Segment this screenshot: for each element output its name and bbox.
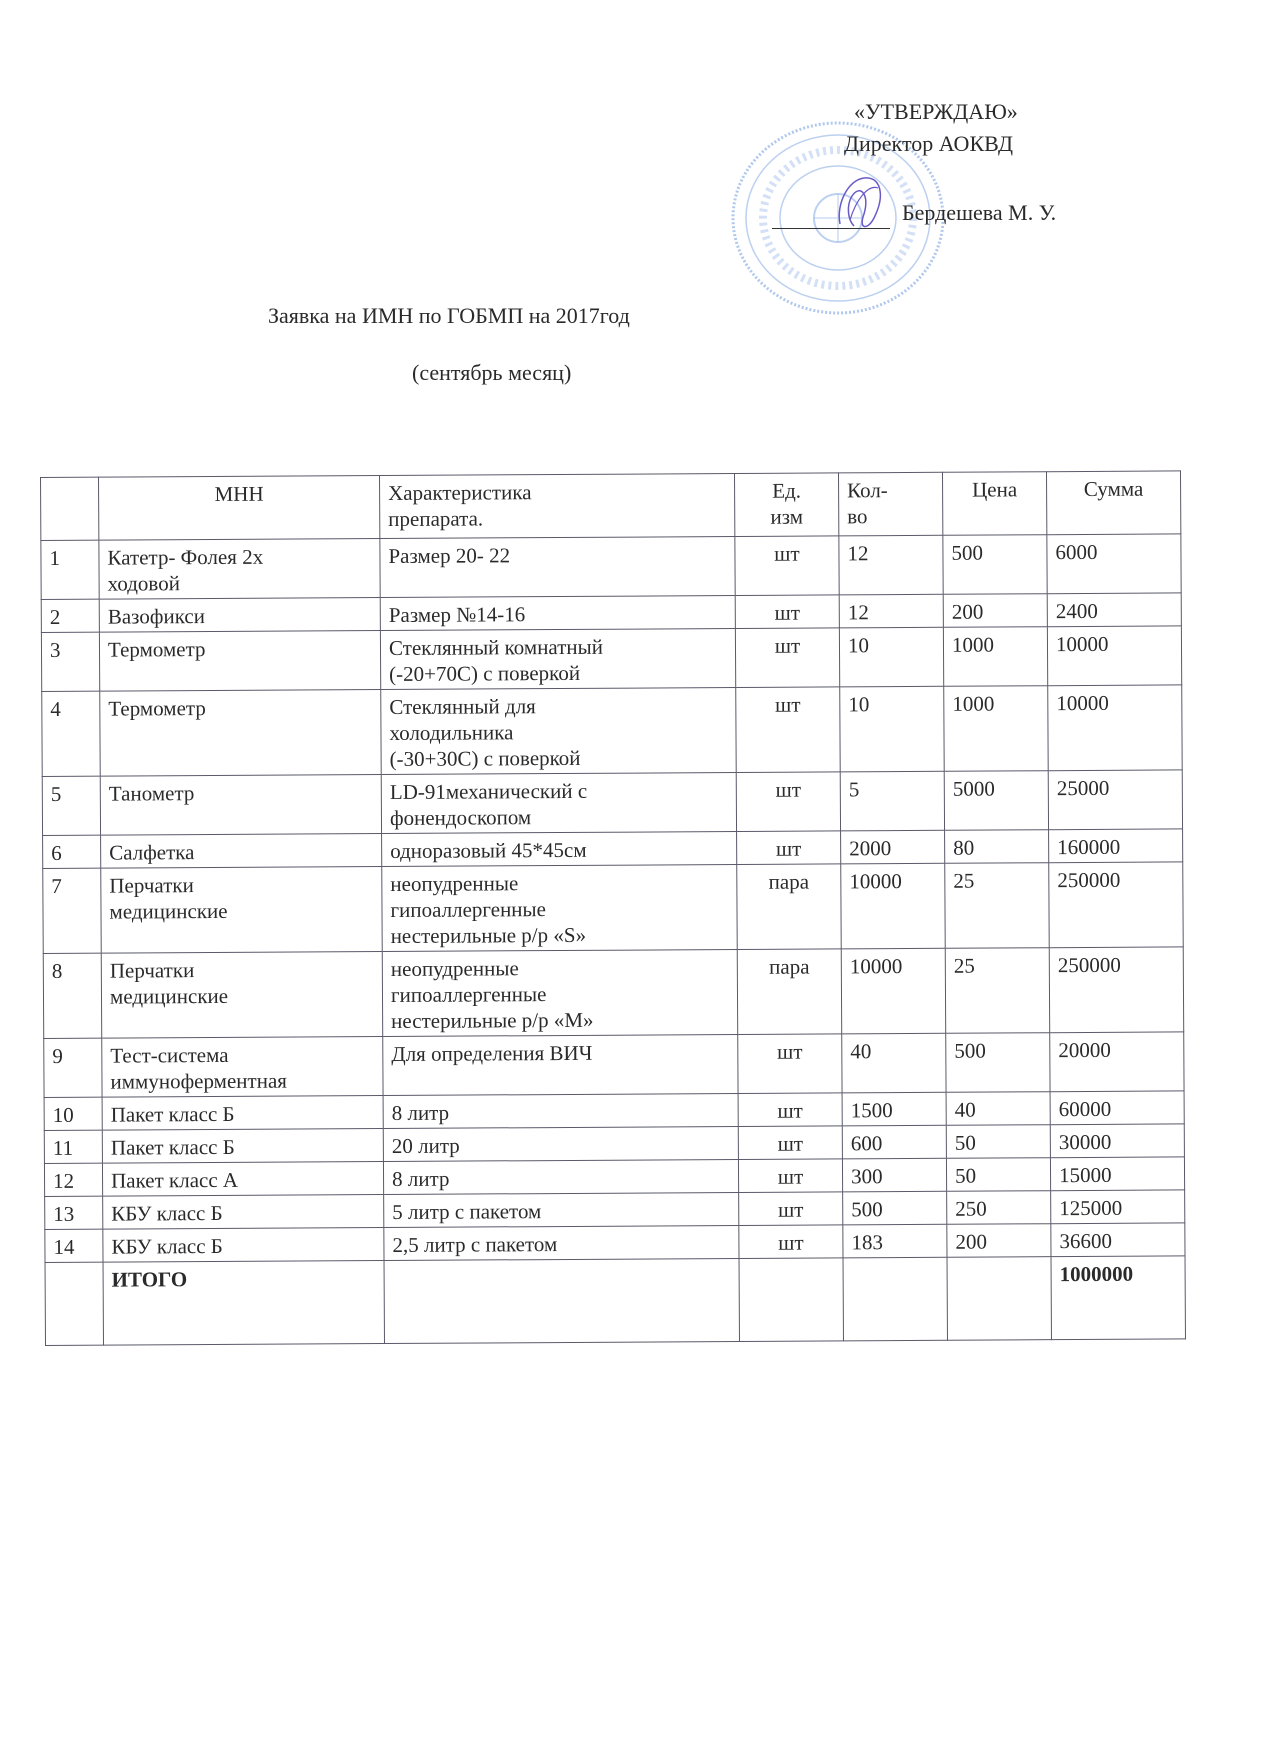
item-characteristic-line: 8 литр — [391, 1166, 450, 1191]
item-name-line: Пакет класс А — [110, 1167, 239, 1193]
header-qty-line: Кол- — [847, 478, 888, 503]
header-unit-line: Ед. — [772, 478, 802, 503]
request-table — [40, 470, 1186, 1346]
item-sum: 10000 — [1048, 685, 1182, 771]
item-name-line: Тест-система — [110, 1042, 229, 1068]
approval-position: Директор АОКВД — [844, 131, 1013, 156]
row-num: 5 — [42, 776, 100, 835]
item-sum: 25000 — [1048, 770, 1182, 830]
item-name — [101, 834, 382, 869]
item-qty: 5 — [840, 771, 944, 831]
item-characteristic — [382, 949, 737, 1036]
item-name-line: ходовой — [107, 571, 180, 596]
item-unit: шт — [735, 628, 839, 688]
item-characteristic — [381, 772, 736, 833]
item-characteristic-line: неопудренные — [390, 956, 519, 981]
item-name — [99, 631, 380, 692]
item-unit: шт — [736, 772, 840, 832]
row-num: 7 — [43, 868, 101, 953]
item-unit: пара — [737, 949, 841, 1035]
item-characteristic-line: 20 литр — [391, 1133, 460, 1158]
item-characteristic — [383, 1159, 738, 1194]
item-unit: шт — [739, 1225, 843, 1259]
item-price: 80 — [945, 830, 1049, 864]
item-characteristic-line: нестерильные р/р «S» — [390, 922, 587, 948]
item-unit: шт — [738, 1126, 842, 1160]
item-characteristic — [380, 628, 735, 689]
item-characteristic-line: (-20+70С) с поверкой — [389, 660, 581, 686]
item-characteristic-line: нестерильные р/р «М» — [391, 1007, 594, 1033]
item-qty: 600 — [842, 1125, 946, 1159]
item-characteristic-line: LD-91механический с — [389, 778, 588, 804]
item-qty: 300 — [842, 1158, 946, 1192]
document-title: Заявка на ИМН по ГОБМП на 2017год — [268, 303, 630, 328]
header-characteristic — [379, 473, 734, 538]
item-price: 25 — [945, 948, 1049, 1034]
header-characteristic-line: препарата. — [388, 506, 484, 531]
total-characteristic — [384, 1258, 739, 1343]
item-characteristic — [383, 1034, 738, 1095]
header-num — [41, 477, 99, 540]
item-characteristic-line: одноразовый 45*45см — [390, 837, 587, 863]
item-name — [99, 598, 380, 633]
item-price: 5000 — [944, 771, 1048, 831]
approval-heading: «УТВЕРЖДАЮ» — [854, 99, 1018, 124]
item-price: 40 — [946, 1092, 1050, 1126]
item-characteristic-line: фонендоскопом — [389, 805, 532, 830]
item-qty: 183 — [843, 1224, 947, 1258]
total-num — [45, 1262, 103, 1345]
approval-block — [838, 96, 1018, 160]
table-header-row — [41, 471, 1181, 541]
row-num: 8 — [43, 953, 101, 1038]
header-qty — [838, 472, 942, 536]
item-sum: 125000 — [1051, 1190, 1185, 1224]
header-unit — [734, 473, 838, 537]
item-qty: 10000 — [841, 863, 945, 949]
item-sum: 6000 — [1047, 534, 1181, 594]
item-characteristic-line: Стеклянный комнатный — [388, 634, 604, 660]
item-sum: 160000 — [1049, 829, 1183, 863]
total-unit — [739, 1258, 843, 1342]
item-name — [102, 1129, 383, 1164]
row-num: 2 — [41, 599, 99, 632]
item-price: 1000 — [944, 686, 1048, 772]
item-name-line: медицинские — [109, 983, 229, 1009]
table-row — [43, 862, 1183, 954]
row-num: 13 — [45, 1196, 103, 1229]
row-num: 9 — [44, 1038, 102, 1097]
item-characteristic — [384, 1192, 739, 1227]
row-num: 11 — [44, 1130, 102, 1163]
item-name-line: Пакет класс Б — [110, 1134, 235, 1160]
total-qty — [843, 1257, 947, 1341]
item-characteristic — [380, 595, 735, 630]
item-sum: 2400 — [1047, 593, 1181, 627]
item-unit: шт — [739, 1192, 843, 1226]
item-price: 200 — [947, 1224, 1051, 1258]
item-sum: 30000 — [1050, 1124, 1184, 1158]
item-name-line: КБУ класс Б — [111, 1233, 223, 1259]
item-unit: шт — [738, 1034, 842, 1094]
total-label: ИТОГО — [103, 1261, 384, 1346]
item-characteristic-line: гипоаллергенные — [390, 897, 547, 922]
item-qty: 12 — [839, 535, 943, 595]
item-name-line: Танометр — [108, 781, 195, 806]
item-name — [102, 1037, 383, 1098]
item-name — [100, 775, 381, 836]
item-name-line: Пакет класс Б — [110, 1101, 235, 1127]
signature — [834, 174, 894, 234]
row-num: 6 — [43, 835, 101, 868]
table-row — [41, 534, 1181, 600]
item-name-line: Салфетка — [109, 840, 195, 865]
item-price: 500 — [943, 535, 1047, 595]
item-name-line: Термометр — [107, 637, 206, 662]
item-characteristic-line: холодильника — [389, 720, 514, 745]
item-characteristic-line: 5 литр с пакетом — [392, 1199, 542, 1224]
total-row — [45, 1256, 1185, 1346]
table-body — [41, 534, 1185, 1263]
total-sum: 1000000 — [1051, 1256, 1185, 1340]
item-name — [103, 1228, 384, 1263]
item-name-line: Вазофикси — [107, 604, 205, 629]
table-row — [41, 626, 1181, 692]
table-row — [42, 770, 1182, 836]
item-price: 250 — [947, 1191, 1051, 1225]
item-name-line: Термометр — [108, 696, 206, 721]
item-price: 1000 — [943, 627, 1047, 687]
header-unit-line: изм — [770, 504, 804, 529]
table-row — [44, 1032, 1184, 1098]
signatory-name: Бердешева М. У. — [902, 200, 1057, 225]
item-unit: шт — [738, 1159, 842, 1193]
item-name — [102, 1096, 383, 1131]
item-unit: шт — [735, 595, 839, 629]
item-price: 500 — [946, 1033, 1050, 1093]
row-num: 4 — [42, 691, 100, 776]
item-qty: 1500 — [842, 1092, 946, 1126]
item-price: 200 — [943, 594, 1047, 628]
header-characteristic-line: Характеристика — [388, 480, 532, 505]
item-unit: шт — [738, 1093, 842, 1127]
item-characteristic — [383, 1126, 738, 1161]
item-qty: 2000 — [841, 830, 945, 864]
item-qty: 12 — [839, 594, 943, 628]
table-row — [43, 947, 1183, 1039]
item-unit: шт — [737, 831, 841, 865]
table-row — [42, 685, 1182, 777]
item-price: 50 — [946, 1158, 1050, 1192]
header-qty-line: во — [847, 504, 868, 529]
item-sum: 36600 — [1051, 1223, 1185, 1257]
row-num: 1 — [41, 540, 99, 599]
item-name-line: КБУ класс Б — [111, 1200, 223, 1226]
header-sum: Сумма — [1046, 471, 1180, 535]
item-sum: 20000 — [1050, 1032, 1184, 1092]
item-characteristic-line: Стеклянный для — [389, 694, 536, 719]
item-name-line: медицинские — [109, 898, 228, 924]
item-characteristic-line: гипоаллергенные — [390, 982, 547, 1007]
header-name: МНН — [99, 476, 380, 541]
item-characteristic — [381, 687, 736, 774]
item-unit: пара — [737, 864, 841, 950]
item-name — [100, 690, 381, 777]
item-characteristic — [382, 864, 737, 951]
item-characteristic-line: 8 литр — [391, 1100, 450, 1125]
document-subtitle: (сентябрь месяц) — [412, 360, 572, 385]
item-sum: 60000 — [1050, 1091, 1184, 1125]
item-name-line: Перчатки — [109, 958, 195, 983]
item-sum: 250000 — [1049, 862, 1183, 948]
item-name — [103, 1195, 384, 1230]
item-characteristic-line: Для определения ВИЧ — [391, 1040, 593, 1066]
item-characteristic — [383, 1093, 738, 1128]
item-unit: шт — [735, 536, 839, 596]
item-sum: 250000 — [1049, 947, 1183, 1033]
item-qty: 10 — [840, 686, 944, 772]
item-characteristic-line: (-30+30С) с поверкой — [389, 745, 581, 771]
item-price: 50 — [946, 1125, 1050, 1159]
item-name — [101, 952, 382, 1039]
item-sum: 10000 — [1047, 626, 1181, 686]
item-qty: 40 — [842, 1033, 946, 1093]
header-price: Цена — [942, 472, 1046, 536]
item-characteristic-line: неопудренные — [390, 871, 519, 896]
signature-line — [772, 228, 890, 229]
row-num: 10 — [44, 1097, 102, 1130]
row-num: 14 — [45, 1229, 103, 1262]
item-name — [102, 1162, 383, 1197]
item-name — [99, 539, 380, 600]
item-qty: 10000 — [841, 948, 945, 1034]
item-characteristic-line: Размер 20- 22 — [388, 543, 511, 568]
item-price: 25 — [945, 863, 1049, 949]
item-name-line: Катетр- Фолея 2х — [107, 544, 264, 570]
total-price — [947, 1257, 1051, 1341]
row-num: 12 — [44, 1163, 102, 1196]
row-num: 3 — [41, 632, 99, 691]
item-qty: 10 — [839, 627, 943, 687]
item-characteristic — [380, 536, 735, 597]
item-unit: шт — [736, 687, 840, 773]
item-qty: 500 — [843, 1191, 947, 1225]
item-characteristic — [382, 831, 737, 866]
item-name-line: иммуноферментная — [110, 1068, 287, 1094]
item-sum: 15000 — [1050, 1157, 1184, 1191]
item-characteristic — [384, 1225, 739, 1260]
item-characteristic-line: Размер №14-16 — [388, 602, 526, 627]
item-characteristic-line: 2,5 литр с пакетом — [392, 1232, 558, 1257]
item-name — [101, 867, 382, 954]
item-name-line: Перчатки — [109, 873, 194, 898]
